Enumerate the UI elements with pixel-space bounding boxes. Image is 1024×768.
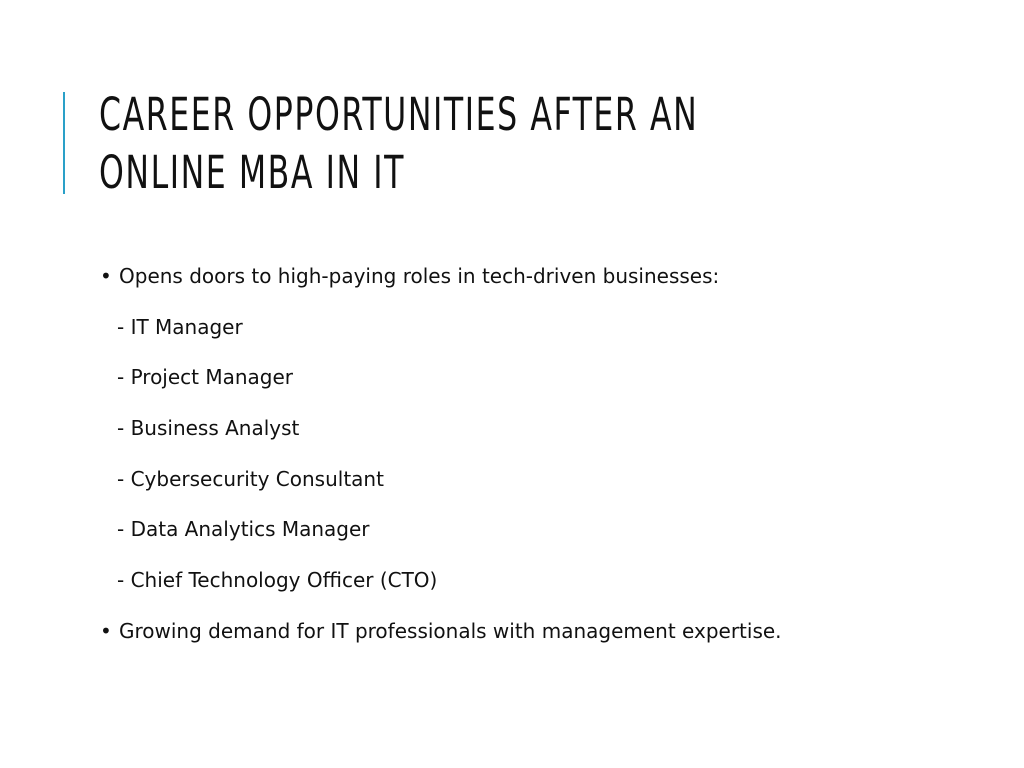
bullet-icon: • <box>100 618 112 643</box>
sub-item-data-analytics-manager: - Data Analytics Manager <box>117 517 370 542</box>
bullet-item-demand <box>100 614 960 665</box>
sub-item-it-manager: - IT Manager <box>117 314 243 339</box>
sub-item-project-manager: - Project Manager <box>117 365 294 390</box>
sub-item-cto: - Chief Technology Officer (CTO) <box>117 568 438 593</box>
sub-item-cybersecurity-consultant: - Cybersecurity Consultant <box>117 466 384 491</box>
bullet-item-roles <box>100 259 960 310</box>
slide-content <box>100 259 960 665</box>
sub-item-business-analyst: - Business Analyst <box>117 416 300 441</box>
bullet-text: Growing demand for IT professionals with management expertise. <box>119 618 782 643</box>
bullet-text: Opens doors to high-paying roles in tech-driven businesses: <box>119 264 720 288</box>
title-accent-bar <box>63 92 65 194</box>
slide-title-line-2: ONLINE MBA IN IT <box>99 146 405 199</box>
bullet-icon: • <box>100 264 112 288</box>
slide-title-line-1: CAREER OPPORTUNITIES AFTER AN <box>99 88 699 141</box>
slide-title <box>99 86 785 202</box>
